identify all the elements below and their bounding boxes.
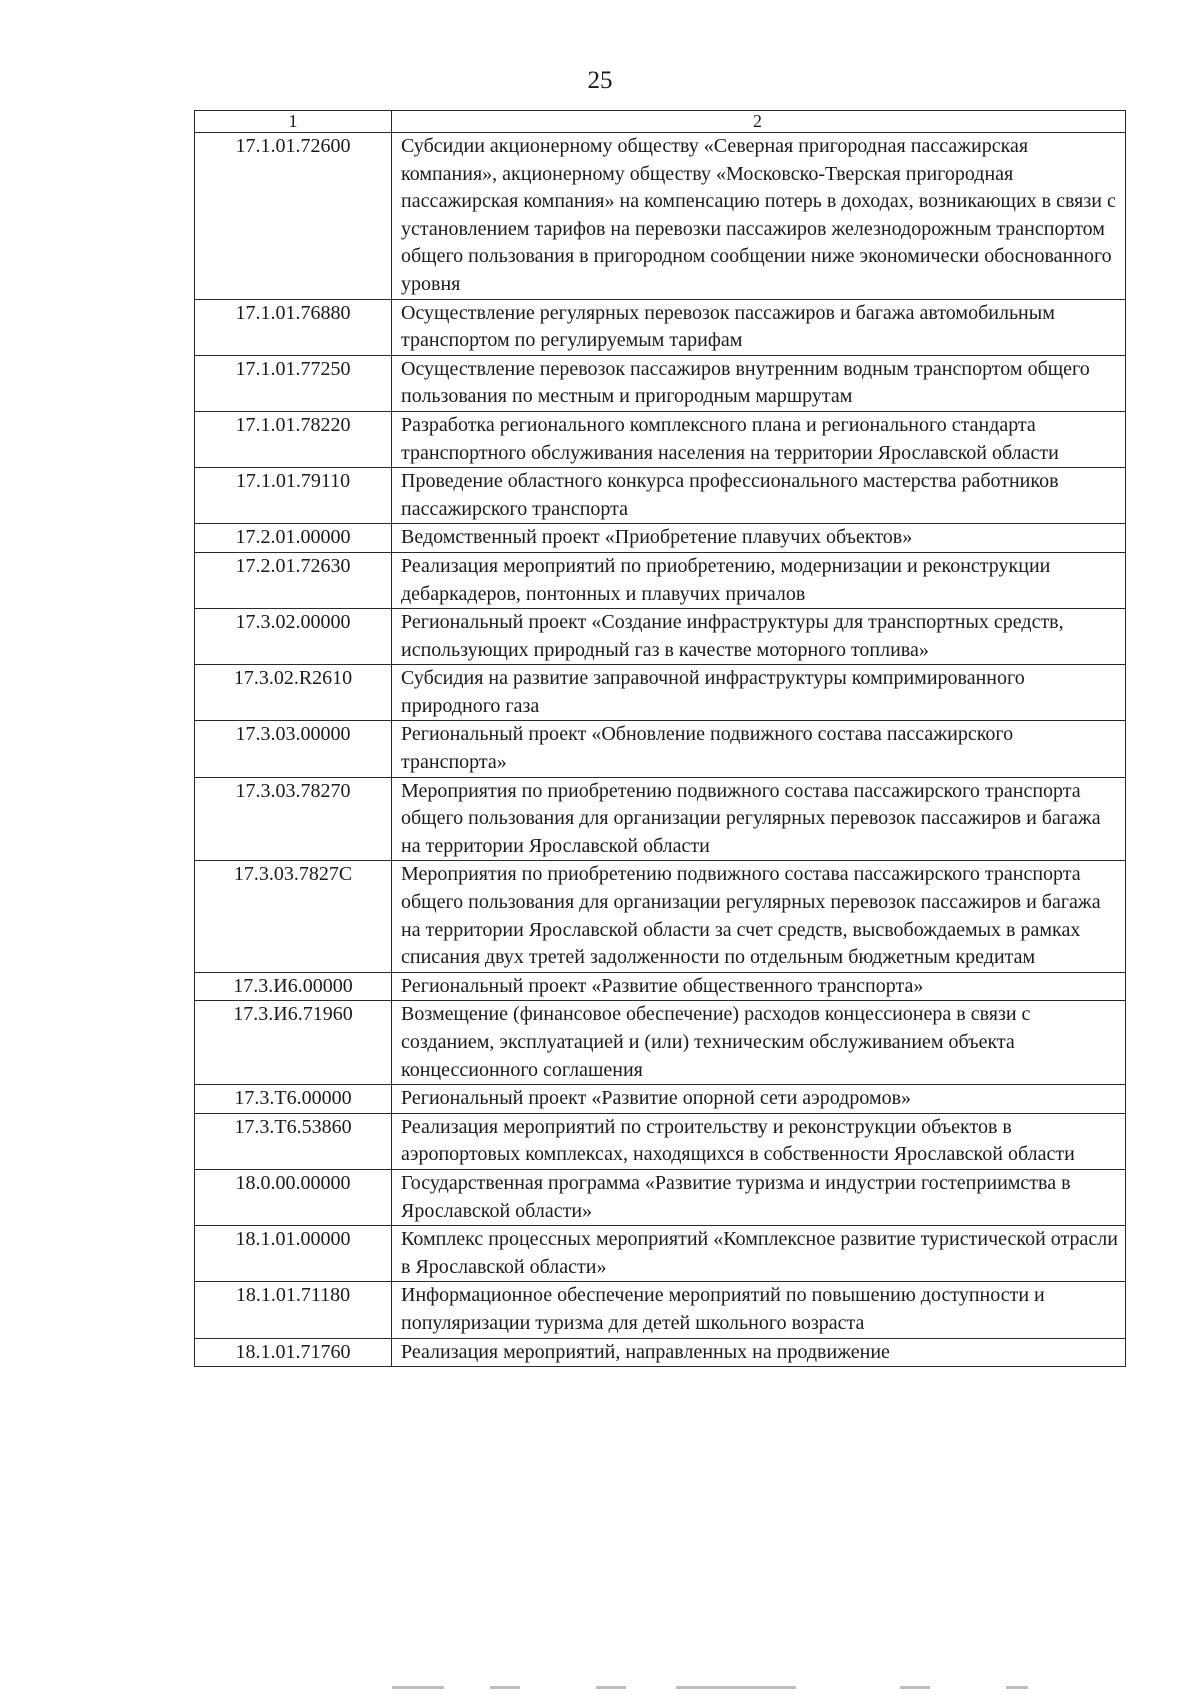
page-number: 25 <box>587 67 613 94</box>
row-code: 17.2.01.00000 <box>195 524 392 553</box>
table-header-row <box>195 111 1126 133</box>
row-code: 17.3.02.R2610 <box>195 665 392 721</box>
table-row <box>195 609 1126 665</box>
row-code: 17.3.03.00000 <box>195 721 392 777</box>
table-row <box>195 861 1126 972</box>
row-code: 18.1.01.00000 <box>195 1226 392 1282</box>
row-code: 18.0.00.00000 <box>195 1169 392 1225</box>
table-row <box>195 133 1126 300</box>
table-row <box>195 355 1126 411</box>
row-code: 17.1.01.78220 <box>195 411 392 467</box>
table-row <box>195 972 1126 1001</box>
row-code: 17.2.01.72630 <box>195 552 392 608</box>
table-row <box>195 665 1126 721</box>
scan-footer-marks <box>0 1686 1200 1692</box>
row-description: Субсидии акционерному обществу «Северная пригородная пассажирская компания», акционерному обществу «Московско-Тверская пригородная пассажирская компания» на компенсацию потерь в доходах, возникающих в связи с установлением тарифов на перевозки пассажиров железнодорожным транспортом общего пользования в пригородном сообщении ниже экономически обоснованного уровня <box>392 133 1126 300</box>
table-row <box>195 1338 1126 1367</box>
row-description: Реализация мероприятий, направленных на продвижение <box>392 1338 1126 1367</box>
row-description: Проведение областного конкурса профессионального мастерства работников пассажирского транспорта <box>392 468 1126 524</box>
table-row <box>195 1001 1126 1085</box>
row-description: Мероприятия по приобретению подвижного состава пассажирского транспорта общего пользования для организации регулярных перевозок пассажиров и багажа на территории Ярославской области <box>392 777 1126 861</box>
row-description: Разработка регионального комплексного плана и регионального стандарта транспортного обслуживания населения на территории Ярославской области <box>392 411 1126 467</box>
table-row <box>195 1169 1126 1225</box>
row-code: 17.1.01.76880 <box>195 299 392 355</box>
table-row <box>195 552 1126 608</box>
row-code: 17.1.01.72600 <box>195 133 392 300</box>
table-row <box>195 721 1126 777</box>
column-header-1: 1 <box>195 111 392 133</box>
row-description: Ведомственный проект «Приобретение плавучих объектов» <box>392 524 1126 553</box>
row-description: Мероприятия по приобретению подвижного состава пассажирского транспорта общего пользования для организации регулярных перевозок пассажиров и багажа на территории Ярославской области за счет средств, высвобождаемых в рамках списания двух третей задолженности по отдельным бюджетным кредитам <box>392 861 1126 972</box>
row-code: 17.3.Т6.53860 <box>195 1113 392 1169</box>
row-description: Субсидия на развитие заправочной инфраструктуры компримированного природного газа <box>392 665 1126 721</box>
row-description: Осуществление регулярных перевозок пассажиров и багажа автомобильным транспортом по регулируемым тарифам <box>392 299 1126 355</box>
row-code: 17.3.02.00000 <box>195 609 392 665</box>
row-code: 17.3.И6.71960 <box>195 1001 392 1085</box>
row-code: 17.3.Т6.00000 <box>195 1085 392 1114</box>
table-row <box>195 524 1126 553</box>
table-row <box>195 299 1126 355</box>
table-row <box>195 468 1126 524</box>
row-code: 17.1.01.79110 <box>195 468 392 524</box>
table-row <box>195 1282 1126 1338</box>
budget-classification-table <box>194 110 1126 1367</box>
table-row <box>195 1085 1126 1114</box>
row-description: Реализация мероприятий по строительству и реконструкции объектов в аэропортовых комплексах, находящихся в собственности Ярославской области <box>392 1113 1126 1169</box>
row-description: Возмещение (финансовое обеспечение) расходов концессионера в связи с созданием, эксплуатацией и (или) техническим обслуживанием объекта концессионного соглашения <box>392 1001 1126 1085</box>
row-code: 18.1.01.71180 <box>195 1282 392 1338</box>
row-code: 17.3.03.7827С <box>195 861 392 972</box>
table-row <box>195 1226 1126 1282</box>
row-code: 17.3.И6.00000 <box>195 972 392 1001</box>
row-code: 18.1.01.71760 <box>195 1338 392 1367</box>
row-description: Региональный проект «Создание инфраструктуры для транспортных средств, использующих природный газ в качестве моторного топлива» <box>392 609 1126 665</box>
row-code: 17.1.01.77250 <box>195 355 392 411</box>
column-header-2: 2 <box>392 111 1126 133</box>
row-description: Государственная программа «Развитие туризма и индустрии гостеприимства в Ярославской области» <box>392 1169 1126 1225</box>
row-description: Региональный проект «Развитие общественного транспорта» <box>392 972 1126 1001</box>
table-row <box>195 777 1126 861</box>
table-row <box>195 1113 1126 1169</box>
row-description: Региональный проект «Развитие опорной сети аэродромов» <box>392 1085 1126 1114</box>
row-description: Информационное обеспечение мероприятий по повышению доступности и популяризации туризма для детей школьного возраста <box>392 1282 1126 1338</box>
row-description: Комплекс процессных мероприятий «Комплексное развитие туристической отрасли в Ярославской области» <box>392 1226 1126 1282</box>
row-description: Реализация мероприятий по приобретению, модернизации и реконструкции дебаркадеров, понтонных и плавучих причалов <box>392 552 1126 608</box>
table-row <box>195 411 1126 467</box>
row-description: Региональный проект «Обновление подвижного состава пассажирского транспорта» <box>392 721 1126 777</box>
row-code: 17.3.03.78270 <box>195 777 392 861</box>
row-description: Осуществление перевозок пассажиров внутренним водным транспортом общего пользования по местным и пригородным маршрутам <box>392 355 1126 411</box>
